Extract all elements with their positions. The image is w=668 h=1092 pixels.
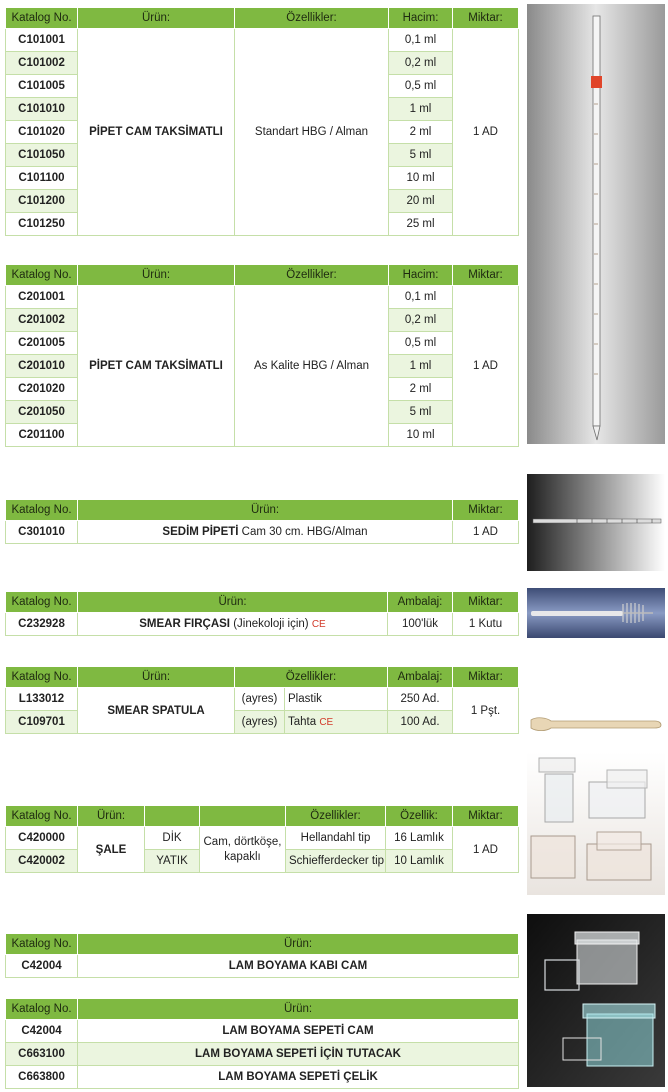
catalog-code: C663100 <box>6 1043 78 1066</box>
volume: 2 ml <box>389 378 453 401</box>
col-urun: Ürün: <box>78 8 235 29</box>
pipette-photo <box>527 4 665 444</box>
volume: 0,1 ml <box>389 286 453 309</box>
product-name: SEDİM PİPETİ <box>162 526 239 538</box>
col-urun: Ürün: <box>78 265 235 286</box>
product-name: LAM BOYAMA SEPETİ ÇELİK <box>78 1066 519 1089</box>
product-desc: (Jinekoloji için) <box>230 618 312 630</box>
catalog-code: C101050 <box>6 144 78 167</box>
catalog-code: C232928 <box>6 613 78 636</box>
col-katalog: Katalog No. <box>6 500 78 521</box>
material-text: Tahta <box>288 716 320 728</box>
smear-spatula-photo <box>527 708 665 738</box>
col-katalog: Katalog No. <box>6 667 78 688</box>
table-row <box>6 955 519 978</box>
col-miktar: Miktar: <box>453 8 519 29</box>
table-row <box>6 613 519 636</box>
col-miktar: Miktar: <box>453 806 519 827</box>
product-spec: Standart HBG / Alman <box>235 29 389 236</box>
product-spec: As Kalite HBG / Alman <box>235 286 389 447</box>
catalog-code: C42004 <box>6 1020 78 1043</box>
table-header <box>6 934 519 955</box>
lam-kabi-table <box>5 933 519 978</box>
quantity: 1 AD <box>453 286 519 447</box>
col-urun: Ürün: <box>78 806 145 827</box>
table-header <box>6 265 519 286</box>
product-name: LAM BOYAMA SEPETİ CAM <box>78 1020 519 1043</box>
col-miktar: Miktar: <box>453 265 519 286</box>
table-row <box>6 827 519 850</box>
col-katalog: Katalog No. <box>6 806 78 827</box>
product-desc: Cam 30 cm. HBG/Alman <box>238 526 368 538</box>
feature: 10 Lamlık <box>386 850 453 873</box>
orientation: DİK <box>145 827 200 850</box>
col-ozellikler: Özellikler: <box>286 806 386 827</box>
table-header <box>6 592 519 613</box>
table-header <box>6 667 519 688</box>
col-katalog: Katalog No. <box>6 999 78 1020</box>
col-katalog: Katalog No. <box>6 592 78 613</box>
catalog-code: C101020 <box>6 121 78 144</box>
catalog-code: C201050 <box>6 401 78 424</box>
type: Hellandahl tip <box>286 827 386 850</box>
product-name: PİPET CAM TAKSİMATLI <box>78 286 235 447</box>
sale-table <box>5 805 519 873</box>
catalog-code: C101005 <box>6 75 78 98</box>
col-katalog: Katalog No. <box>6 8 78 29</box>
catalog-code: C201002 <box>6 309 78 332</box>
col-miktar: Miktar: <box>453 667 519 688</box>
material <box>285 711 388 734</box>
catalog-code: C109701 <box>6 711 78 734</box>
ce-mark: CE <box>311 619 326 630</box>
catalog-code: C201005 <box>6 332 78 355</box>
volume: 1 ml <box>389 355 453 378</box>
quantity: 1 AD <box>453 521 519 544</box>
table-row <box>6 1066 519 1089</box>
staining-dish-photo <box>527 914 665 1087</box>
table-row <box>6 1043 519 1066</box>
ayres-label: (ayres) <box>235 688 285 711</box>
table-header <box>6 999 519 1020</box>
catalog-code: C420002 <box>6 850 78 873</box>
sedim-pipette-photo <box>527 474 665 571</box>
orientation: YATIK <box>145 850 200 873</box>
col-ambalaj: Ambalaj: <box>388 667 453 688</box>
volume: 0,2 ml <box>389 309 453 332</box>
material-text: Plastik <box>288 693 322 705</box>
col-blank <box>145 806 200 827</box>
col-hacim: Hacim: <box>389 265 453 286</box>
catalog-code: C201010 <box>6 355 78 378</box>
volume: 20 ml <box>389 190 453 213</box>
ce-mark: CE <box>319 717 334 728</box>
package: 250 Ad. <box>388 688 453 711</box>
volume: 1 ml <box>389 98 453 121</box>
product-name: ŞALE <box>78 827 145 873</box>
smear-spatula-table <box>5 666 519 734</box>
col-ambalaj: Ambalaj: <box>388 592 453 613</box>
ayres-label: (ayres) <box>235 711 285 734</box>
col-miktar: Miktar: <box>453 500 519 521</box>
product-name: LAM BOYAMA KABI CAM <box>78 955 519 978</box>
col-ozellikler: Özellikler: <box>235 265 389 286</box>
table-row <box>6 29 519 52</box>
volume: 2 ml <box>389 121 453 144</box>
catalog-code: C42004 <box>6 955 78 978</box>
package: 100'lük <box>388 613 453 636</box>
table-row <box>6 688 519 711</box>
volume: 25 ml <box>389 213 453 236</box>
volume: 10 ml <box>389 167 453 190</box>
product-name: SMEAR FIRÇASI <box>139 618 230 630</box>
volume: 0,5 ml <box>389 75 453 98</box>
catalog-code: C101001 <box>6 29 78 52</box>
type: Schiefferdecker tip <box>286 850 386 873</box>
product-name: LAM BOYAMA SEPETİ İÇİN TUTACAK <box>78 1043 519 1066</box>
volume: 0,2 ml <box>389 52 453 75</box>
pipet-standart-table <box>5 7 519 236</box>
product-name: SMEAR SPATULA <box>78 688 235 734</box>
volume: 0,5 ml <box>389 332 453 355</box>
table-row <box>6 286 519 309</box>
catalog-code: C663800 <box>6 1066 78 1089</box>
col-hacim: Hacim: <box>389 8 453 29</box>
volume: 5 ml <box>389 144 453 167</box>
col-urun: Ürün: <box>78 934 519 955</box>
table-row <box>6 521 519 544</box>
catalog-code: C201001 <box>6 286 78 309</box>
package: 100 Ad. <box>388 711 453 734</box>
product-name: PİPET CAM TAKSİMATLI <box>78 29 235 236</box>
catalog-code: C101010 <box>6 98 78 121</box>
col-urun: Ürün: <box>78 999 519 1020</box>
volume: 10 ml <box>389 424 453 447</box>
table-header <box>6 8 519 29</box>
staining-jars-photo <box>527 752 665 895</box>
quantity: 1 Kutu <box>453 613 519 636</box>
table-row <box>6 1020 519 1043</box>
table-header <box>6 500 519 521</box>
col-urun: Ürün: <box>78 592 388 613</box>
volume: 5 ml <box>389 401 453 424</box>
col-urun: Ürün: <box>78 667 235 688</box>
catalog-code: C101002 <box>6 52 78 75</box>
product-desc: Cam, dörtköşe, kapaklı <box>200 827 286 873</box>
catalog-code: L133012 <box>6 688 78 711</box>
catalog-code: C101250 <box>6 213 78 236</box>
quantity: 1 AD <box>453 827 519 873</box>
quantity: 1 AD <box>453 29 519 236</box>
pipet-as-kalite-table <box>5 264 519 447</box>
col-ozellik: Özellik: <box>386 806 453 827</box>
col-ozellikler: Özellikler: <box>235 667 388 688</box>
catalog-code: C101200 <box>6 190 78 213</box>
col-miktar: Miktar: <box>453 592 519 613</box>
col-blank <box>200 806 286 827</box>
product-cell <box>78 613 388 636</box>
feature: 16 Lamlık <box>386 827 453 850</box>
lam-sepeti-table <box>5 998 519 1089</box>
material <box>285 688 388 711</box>
col-katalog: Katalog No. <box>6 934 78 955</box>
smear-brush-photo <box>527 588 665 638</box>
volume: 0,1 ml <box>389 29 453 52</box>
catalog-code: C201020 <box>6 378 78 401</box>
sedim-table <box>5 499 519 544</box>
col-katalog: Katalog No. <box>6 265 78 286</box>
smear-fircasi-table <box>5 591 519 636</box>
product-cell <box>78 521 453 544</box>
catalog-code: C201100 <box>6 424 78 447</box>
col-ozellikler: Özellikler: <box>235 8 389 29</box>
table-header <box>6 806 519 827</box>
quantity: 1 Pşt. <box>453 688 519 734</box>
catalog-code: C101100 <box>6 167 78 190</box>
catalog-code: C420000 <box>6 827 78 850</box>
col-urun: Ürün: <box>78 500 453 521</box>
catalog-code: C301010 <box>6 521 78 544</box>
